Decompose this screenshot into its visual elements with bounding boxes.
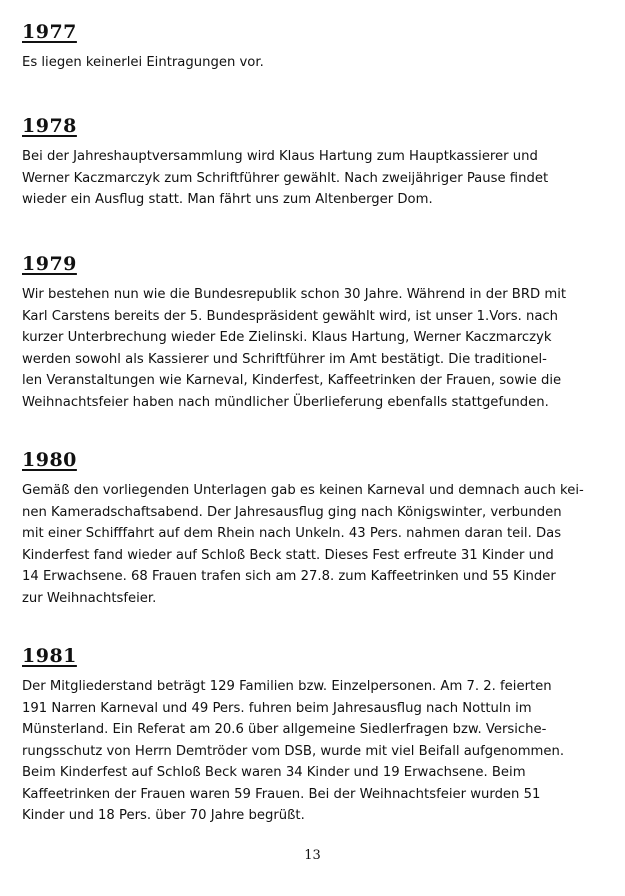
- text-line: mit einer Schifffahrt auf dem Rhein nach Unkeln. 43 Pers. nahmen daran teil. Das: [22, 526, 562, 541]
- document-page: [22, 20, 612, 864]
- text-line: Werner Kaczmarczyk zum Schriftführer gewählt. Nach zweijähriger Pause findet: [22, 170, 549, 186]
- year-heading: 1978: [22, 115, 77, 137]
- text-line: wieder ein Ausflug statt. Man fährt uns zum Altenberger Dom.: [22, 192, 433, 207]
- section-1980: [22, 448, 612, 644]
- section-1981: [22, 644, 612, 864]
- section-1977: [22, 20, 612, 114]
- text-line: 14 Erwachsene. 68 Frauen trafen sich am 27.8. zum Kaffeetrinken und 55 Kinder: [22, 569, 556, 584]
- section-text: [22, 676, 612, 827]
- text-line: rungsschutz von Herrn Demtröder vom DSB, wurde mit viel Beifall aufgenommen.: [22, 743, 565, 759]
- year-heading: 1979: [22, 253, 77, 275]
- text-line: Münsterland. Ein Referat am 20.6 über allgemeine Siedlerfragen bzw. Versiche-: [22, 722, 547, 737]
- section-text: [22, 480, 612, 609]
- text-line: Der Mitgliederstand beträgt 129 Familien bzw. Einzelpersonen. Am 7. 2. feierten: [22, 679, 552, 694]
- year-heading: 1981: [22, 645, 77, 667]
- text-line: Beim Kinderfest auf Schloß Beck waren 34 Kinder und 19 Erwachsene. Beim: [22, 765, 526, 780]
- text-line: Gemäß den vorliegenden Unterlagen gab es keinen Karneval und demnach auch kei-: [22, 483, 584, 498]
- text-line: nen Kameradschaftsabend. Der Jahresausflug ging nach Königswinter, verbunden: [22, 504, 562, 520]
- text-line: zur Weihnachtsfeier.: [22, 590, 157, 606]
- text-line: Weihnachtsfeier haben nach mündlicher Überlieferung ebenfalls stattgefunden.: [22, 394, 549, 410]
- text-line: Kinder und 18 Pers. über 70 Jahre begrüßt.: [22, 808, 305, 823]
- text-line: Kaffeetrinken der Frauen waren 59 Frauen. Bei der Weihnachtsfeier wurden 51: [22, 786, 541, 802]
- text-line: Bei der Jahreshauptversammlung wird Klaus Hartung zum Hauptkassierer und: [22, 149, 538, 164]
- text-line: werden sowohl als Kassierer und Schriftführer im Amt bestätigt. Die traditionel-: [22, 351, 547, 367]
- year-heading: 1977: [22, 21, 77, 43]
- page-number: 13: [304, 848, 321, 863]
- section-1979: [22, 252, 612, 448]
- text-line: Es liegen keinerlei Eintragungen vor.: [22, 55, 264, 70]
- section-text: [22, 284, 612, 413]
- section-1978: [22, 114, 612, 252]
- text-line: kurzer Unterbrechung wieder Ede Zielinski. Klaus Hartung, Werner Kaczmarczyk: [22, 330, 552, 345]
- section-text: [22, 52, 612, 74]
- text-line: Wir bestehen nun wie die Bundesrepublik schon 30 Jahre. Während in der BRD mit: [22, 287, 567, 302]
- section-text: [22, 146, 612, 211]
- text-line: 191 Narren Karneval und 49 Pers. fuhren beim Jahresausflug nach Nottuln im: [22, 700, 532, 716]
- text-line: len Veranstaltungen wie Karneval, Kinderfest, Kaffeetrinken der Frauen, sowie die: [22, 373, 562, 388]
- year-heading: 1980: [22, 449, 77, 471]
- text-line: Kinderfest fand wieder auf Schloß Beck statt. Dieses Fest erfreute 31 Kinder und: [22, 547, 554, 563]
- text-line: Karl Carstens bereits der 5. Bundespräsident gewählt wird, ist unser 1.Vors. nach: [22, 308, 559, 324]
